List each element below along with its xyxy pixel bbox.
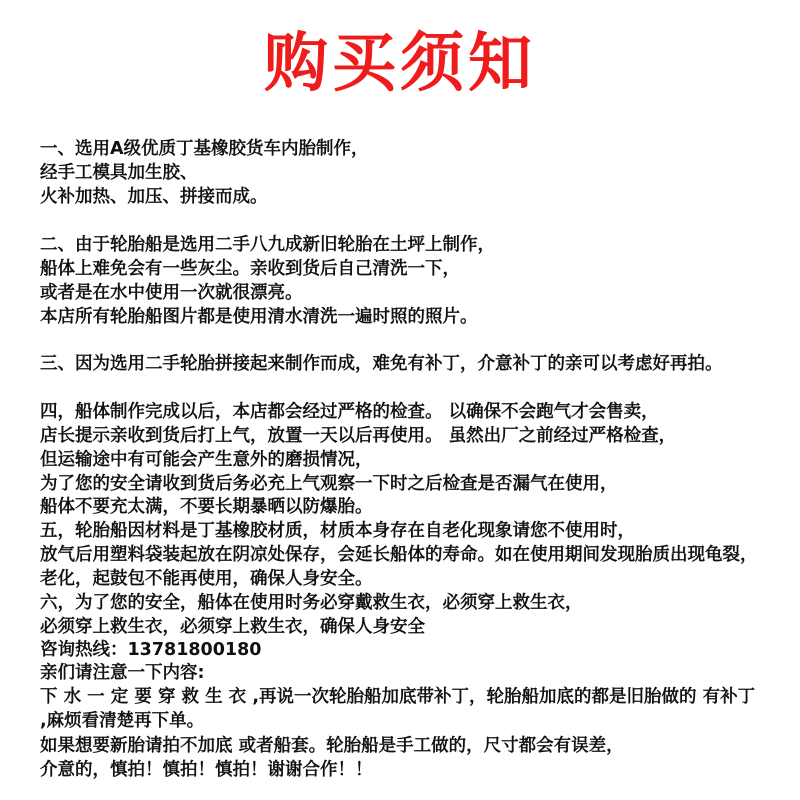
text-line: 一、选用A级优质丁基橡胶货车内胎制作，	[40, 139, 369, 159]
text-line: 但运输途中有可能会产生意外的磨损情况，	[40, 450, 373, 470]
text-line: 下 水 一 定 要 穿 救 生 衣 ,再说一次轮胎船加底带补丁，轮胎船加底的都是旧胎做的 有补丁	[40, 687, 756, 707]
text-line: 船体不要充太满，不要长期暴晒以防爆胎。	[40, 497, 373, 517]
text-line: 老化，起鼓包不能再使用，确保人身安全。	[40, 569, 373, 589]
text-line: 亲们请注意一下内容:	[40, 663, 205, 683]
text-line: 二、由于轮胎船是选用二手八九成新旧轮胎在土坪上制作，	[40, 235, 495, 255]
hotline-text: 咨询热线：13781800180	[40, 640, 262, 660]
text-line: 三、因为选用二手轮胎拼接起来制作而成，难免有补丁，介意补丁的亲可以考虑好再拍。	[40, 354, 723, 374]
text-line: 火补加热、加压、拼接而成。	[40, 187, 268, 207]
text-line: ,麻烦看清楚再下单。	[40, 711, 205, 731]
text-line: 四，船体制作完成以后，本店都会经过严格的检查。 以确保不会跑气才会售卖，	[40, 402, 659, 422]
text-line: 放气后用塑料袋装起放在阴凉处保存，会延长船体的寿命。如在使用期间发现胎质出现龟裂，	[40, 545, 758, 565]
text-line: 船体上难免会有一些灰尘。亲收到货后自己清洗一下，	[40, 259, 460, 279]
text-line: 六，为了您的安全，船体在使用时务必穿戴救生衣，必须穿上救生衣，	[40, 593, 583, 613]
text-line: 或者是在水中使用一次就很漂亮。	[40, 283, 303, 303]
text-line: 为了您的安全请收到货后务必充上气观察一下时之后检查是否漏气在使用，	[40, 474, 618, 494]
text-line: 必须穿上救生衣，必须穿上救生衣，确保人身安全	[40, 617, 425, 637]
text-line: 如果想要新胎请拍不加底 或者船套。轮胎船是手工做的，尺寸都会有误差，	[40, 736, 624, 756]
text-line: 介意的，慎拍！慎拍！慎拍！谢谢合作！！	[40, 760, 373, 780]
text-line: 经手工模具加生胶、	[40, 163, 198, 183]
text-line: 店长提示亲收到货后打上气，放置一天以后再使用。 虽然出厂之前经过严格检查，	[40, 426, 677, 446]
page-title: 购买须知	[264, 27, 536, 101]
text-line: 本店所有轮胎船图片都是使用清水清洗一遍时照的照片。	[40, 307, 478, 327]
text-line: 五，轮胎船因材料是丁基橡胶材质，材质本身存在自老化现象请您不使用时，	[40, 521, 635, 541]
